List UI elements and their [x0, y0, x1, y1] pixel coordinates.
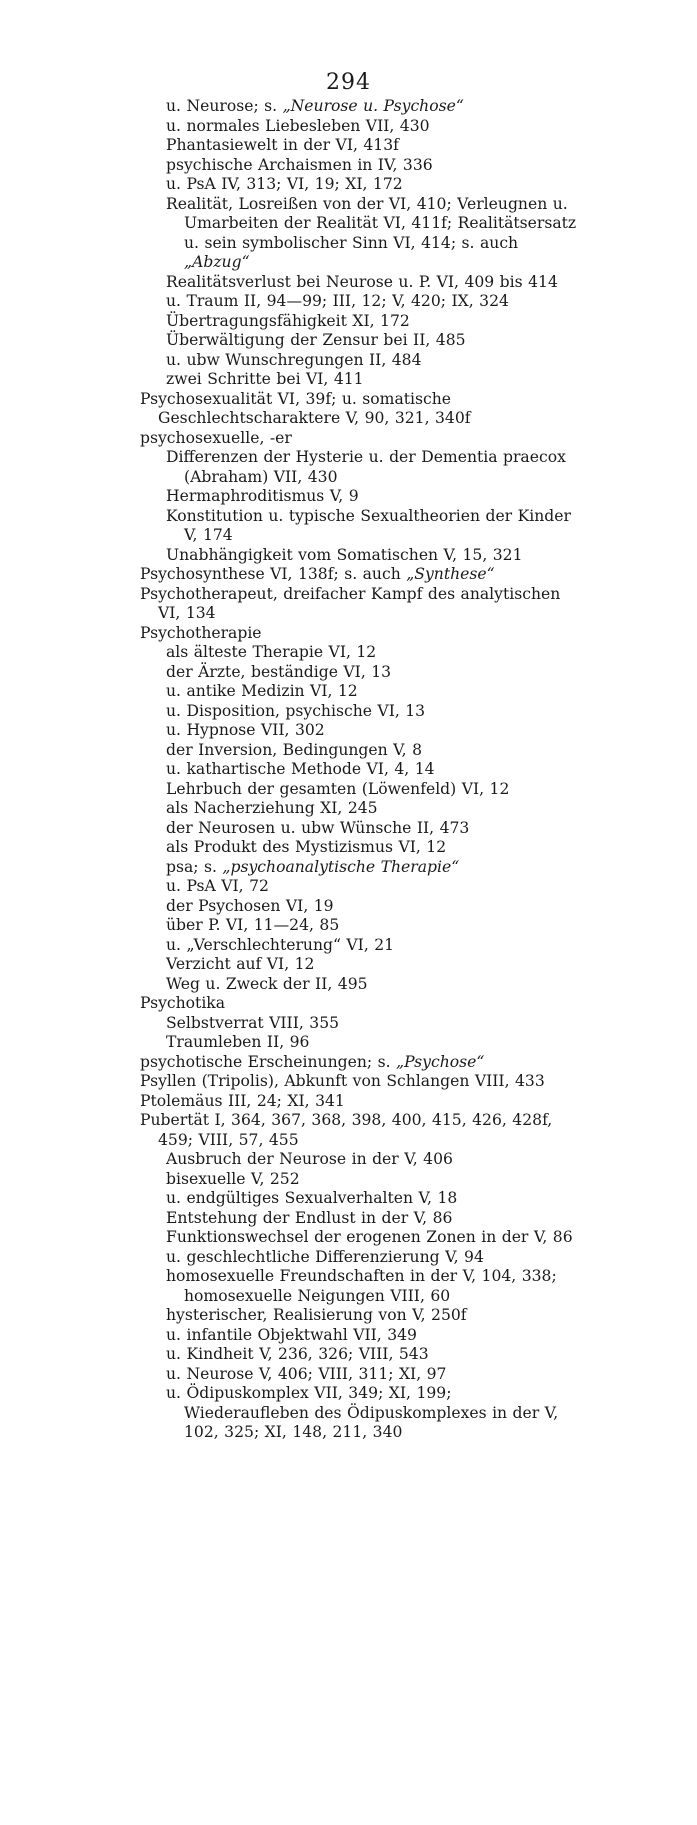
index-subentry [140, 975, 580, 995]
entry-text: psychotische Erscheinungen; s. [140, 1052, 397, 1071]
entry-text: Übertragungsfähigkeit XI, 172 [166, 311, 410, 330]
index-subentry [140, 1248, 580, 1268]
index-subentry [140, 136, 580, 156]
entry-text: u. normales Liebesleben VII, 430 [166, 116, 430, 135]
index-heading-entry [140, 1072, 580, 1092]
index-subentry [140, 1267, 580, 1306]
entry-text: u. infantile Objektwahl VII, 349 [166, 1325, 417, 1344]
index-subentry [140, 780, 580, 800]
index-subentry [140, 1306, 580, 1326]
index-subentry [140, 1189, 580, 1209]
entry-text: Funktionswechsel der erogenen Zonen in der V, 86 [166, 1228, 573, 1246]
entry-text: Differenzen der Hysterie u. der Dementia praecox (Abraham) VII, 430 [166, 448, 566, 486]
index-subentry [140, 916, 580, 936]
entry-text: Verzicht auf VI, 12 [166, 955, 315, 973]
entry-text: u. PsA VI, 72 [166, 877, 269, 895]
entry-text: als Nacherziehung XI, 245 [166, 799, 378, 817]
index-subentry [140, 331, 580, 351]
index-subentry [140, 858, 580, 878]
entry-text: als älteste Therapie VI, 12 [166, 643, 377, 661]
index-subentry [140, 1228, 580, 1248]
entry-text: als Produkt des Mystizismus VI, 12 [166, 838, 447, 856]
entry-text: Phantasiewelt in der VI, 413f [166, 136, 399, 154]
index-subentry [140, 682, 580, 702]
entry-text: Entstehung der Endlust in der V, 86 [166, 1208, 453, 1227]
index-subentry [140, 292, 580, 312]
entry-text: Unabhängigkeit vom Somatischen V, 15, 321 [166, 545, 523, 564]
cross-reference-text: „Abzug“ [184, 253, 250, 271]
index-subentry [140, 546, 580, 566]
entry-text: u. Neurose; s. [166, 97, 283, 115]
entry-text: u. Ödipuskomplex VII, 349; XI, 199; Wiederaufleben des Ödipuskomplexes in der V, 102, 325; XI, 148, 211, 340 [166, 1384, 559, 1441]
cross-reference-text: „Neurose u. Psychose“ [282, 97, 464, 115]
entry-text: psychosexuelle, -er [140, 428, 292, 447]
entry-text: Überwältigung der Zensur bei II, 485 [166, 331, 466, 349]
index-subentry [140, 955, 580, 975]
index-subentry [140, 760, 580, 780]
entry-text: Realitätsverlust bei Neurose u. P. VI, 409 bis 414 [166, 272, 558, 291]
index-subentry [140, 507, 580, 546]
entry-text: hysterischer, Realisierung von V, 250f [166, 1306, 467, 1324]
cross-reference-text: „Psychose“ [396, 1052, 485, 1071]
index-subentry [140, 117, 580, 137]
index-heading-entry [140, 565, 580, 585]
index-subentry [140, 351, 580, 371]
index-subentry [140, 897, 580, 917]
index-heading-entry [140, 390, 580, 429]
index-subentry [140, 702, 580, 722]
entry-text: der Neurosen u. ubw Wünsche II, 473 [166, 818, 470, 837]
entry-text: Psychosynthese VI, 138f; s. auch [140, 565, 407, 583]
index-subentry [140, 721, 580, 741]
entry-text: zwei Schritte bei VI, 411 [166, 370, 364, 388]
index-subentry [140, 1170, 580, 1190]
index-heading-entry [140, 429, 580, 449]
entry-text: Lehrbuch der gesamten (Löwenfeld) VI, 12 [166, 779, 510, 798]
index-subentry [140, 1326, 580, 1346]
index-subentry [140, 799, 580, 819]
entry-text: Psychotherapeut, dreifacher Kampf des analytischen VI, 134 [140, 584, 561, 622]
entry-text: u. Disposition, psychische VI, 13 [166, 701, 426, 720]
index-subentry [140, 1384, 580, 1443]
index-subentry [140, 643, 580, 663]
entry-text: über P. VI, 11—24, 85 [166, 916, 340, 934]
entry-text: Traumleben II, 96 [166, 1033, 310, 1051]
entry-text: bisexuelle V, 252 [166, 1169, 300, 1188]
entry-text: homosexuelle Freundschaften in der V, 104, 338; homosexuelle Neigungen VIII, 60 [166, 1267, 557, 1305]
index-subentry [140, 936, 580, 956]
entry-text: u. ubw Wunschregungen II, 484 [166, 350, 422, 369]
cross-reference-text: „Synthese“ [406, 565, 495, 583]
index-heading-entry [140, 624, 580, 644]
entry-text: u. geschlechtliche Differenzierung V, 94 [166, 1247, 484, 1266]
index-subentry [140, 195, 580, 273]
page-number: 294 [326, 70, 371, 95]
index-heading-entry [140, 1111, 580, 1150]
index-subentry [140, 1365, 580, 1385]
index-list [140, 97, 580, 1443]
entry-text: Psychotika [140, 994, 226, 1012]
entry-text: Ptolemäus III, 24; XI, 341 [140, 1091, 345, 1110]
entry-text: der Ärzte, beständige VI, 13 [166, 662, 392, 681]
index-subentry [140, 838, 580, 858]
entry-text: psychische Archaismen in IV, 336 [166, 155, 433, 174]
entry-text: der Psychosen VI, 19 [166, 896, 334, 915]
entry-text: Selbstverrat VIII, 355 [166, 1013, 340, 1032]
entry-text: Konstitution u. typische Sexualtheorien der Kinder V, 174 [166, 506, 571, 544]
entry-text: Psychosexualität VI, 39f; u. somatische Geschlechtscharaktere V, 90, 321, 340f [140, 389, 471, 427]
index-subentry [140, 819, 580, 839]
entry-text: Pubertät I, 364, 367, 368, 398, 400, 415, 426, 428f, 459; VIII, 57, 455 [140, 1111, 553, 1149]
entry-text: Weg u. Zweck der II, 495 [166, 974, 368, 993]
index-subentry [140, 273, 580, 293]
index-subentry [140, 312, 580, 332]
entry-text: der Inversion, Bedingungen V, 8 [166, 740, 422, 759]
entry-text: u. Hypnose VII, 302 [166, 721, 325, 739]
index-subentry [140, 1150, 580, 1170]
index-subentry [140, 1209, 580, 1229]
entry-text: u. PsA IV, 313; VI, 19; XI, 172 [166, 175, 403, 193]
entry-text: psa; s. [166, 857, 223, 876]
entry-text: u. endgültiges Sexualverhalten V, 18 [166, 1189, 458, 1207]
index-subentry [140, 741, 580, 761]
entry-text: u. Kindheit V, 236, 326; VIII, 543 [166, 1345, 429, 1363]
entry-text: u. kathartische Methode VI, 4, 14 [166, 760, 435, 778]
index-subentry [140, 448, 580, 487]
index-subentry [140, 877, 580, 897]
entry-text: u. Traum II, 94—99; III, 12; V, 420; IX, 324 [166, 292, 509, 310]
entry-text: u. „Verschlechterung“ VI, 21 [166, 935, 395, 954]
entry-text: Psychotherapie [140, 623, 262, 642]
entry-text: u. Neurose V, 406; VIII, 311; XI, 97 [166, 1364, 447, 1383]
index-subentry [140, 1345, 580, 1365]
index-subentry [140, 97, 580, 117]
entry-text: Realität, Losreißen von der VI, 410; Verleugnen u. Umarbeiten der Realität VI, 411f; Realitätsersatz u. sein symbolischer Sinn VI, 414; s. auch [166, 194, 577, 252]
entry-text: Psyllen (Tripolis), Abkunft von Schlangen VIII, 433 [140, 1072, 545, 1090]
cross-reference-text: „psychoanalytische Therapie“ [222, 857, 460, 876]
index-heading-entry [140, 1053, 580, 1073]
index-heading-entry [140, 585, 580, 624]
entry-text: Ausbruch der Neurose in der V, 406 [166, 1150, 453, 1168]
index-heading-entry [140, 1092, 580, 1112]
index-subentry [140, 370, 580, 390]
index-subentry [140, 1014, 580, 1034]
index-subentry [140, 156, 580, 176]
index-subentry [140, 175, 580, 195]
index-subentry [140, 663, 580, 683]
entry-text: u. antike Medizin VI, 12 [166, 682, 358, 700]
index-subentry [140, 1033, 580, 1053]
entry-text: Hermaphroditismus V, 9 [166, 487, 359, 505]
index-subentry [140, 487, 580, 507]
index-heading-entry [140, 994, 580, 1014]
